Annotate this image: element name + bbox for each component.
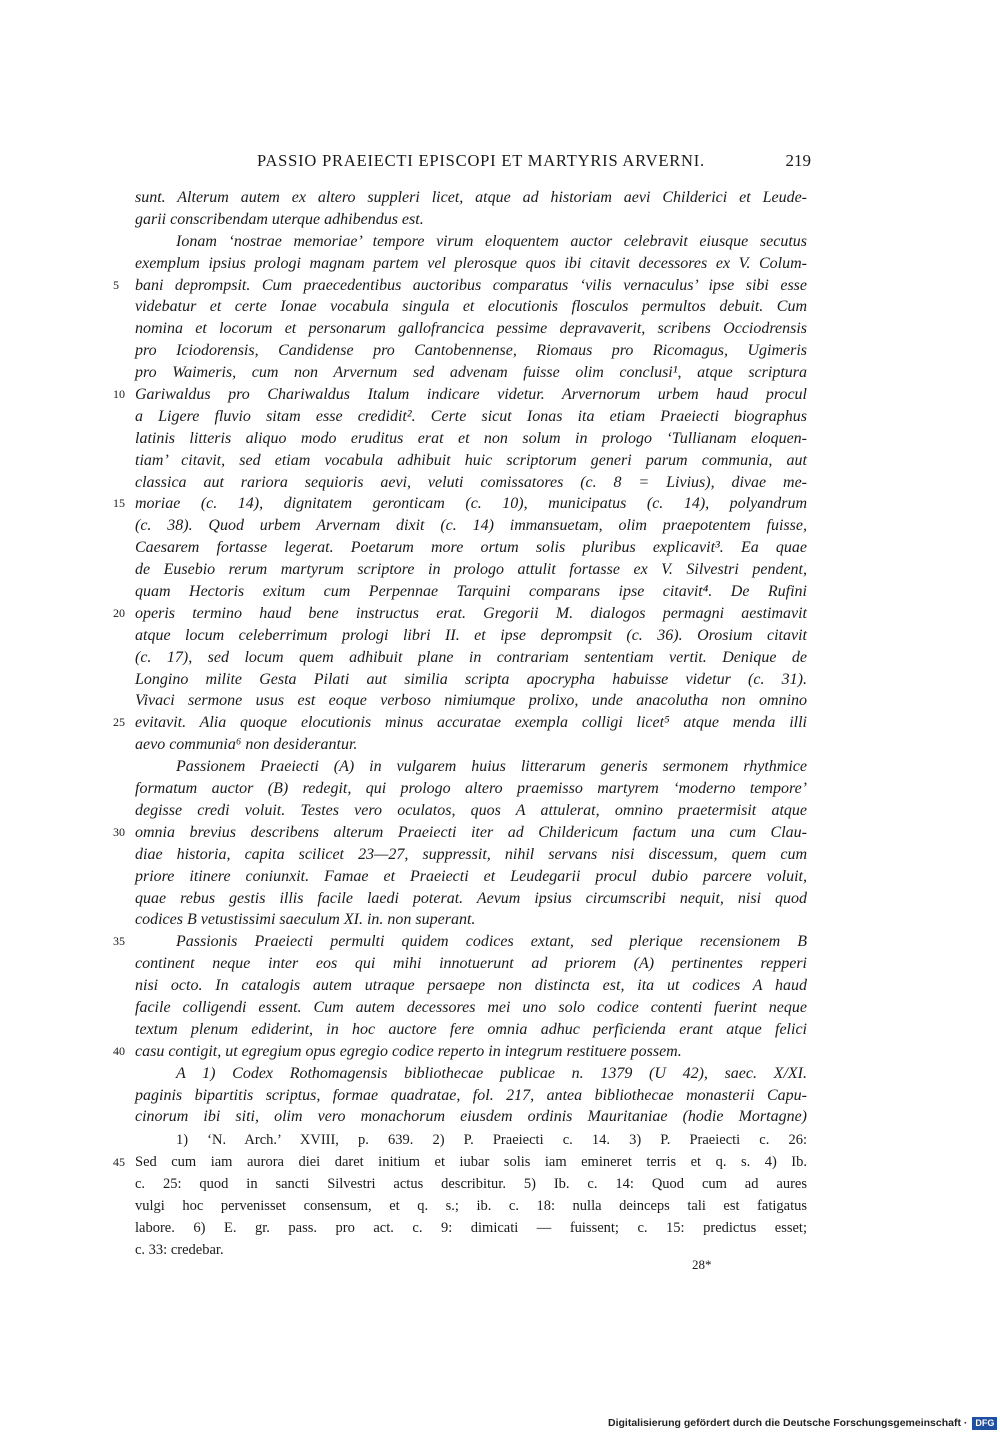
text-line	[135, 975, 807, 997]
line-text: Gariwaldus pro Chariwaldus Italum indicare videtur. Arvernorum urbem haud procul	[135, 386, 807, 404]
main-text	[113, 187, 807, 1128]
text-line	[135, 559, 807, 581]
text-line	[135, 800, 807, 822]
text-line	[135, 187, 807, 209]
text-line	[135, 625, 807, 647]
line-text: diae historia, capita scilicet 23—27, suppressit, nihil servans nisi discessum, quem cum	[135, 845, 807, 863]
line-text: facile colligendi essent. Cum autem decessores mei uno solo codice contenti fuerint neque	[135, 998, 807, 1016]
line-text: quae rebus gestis illis facile laedi poterat. Aevum ipsius circumscribi nequit, nisi quod	[135, 889, 807, 907]
text-line	[135, 669, 807, 691]
text-line	[113, 712, 807, 734]
text-line	[135, 909, 807, 931]
line-number: 5	[113, 277, 119, 292]
line-text: continent neque inter eos qui mihi innotuerunt ad priorem (A) pertinentes repperi	[135, 955, 807, 973]
text-line	[113, 822, 807, 844]
text-line	[135, 231, 807, 253]
text-line	[135, 581, 807, 603]
line-text: Caesarem fortasse legerat. Poetarum more ortum solis pluribus explicavit³. Ea quae	[135, 539, 807, 557]
footnotes	[113, 1129, 807, 1261]
text-line	[135, 340, 807, 362]
text-line	[135, 647, 807, 669]
line-text: Vivaci sermone usus est eoque verboso nimiumque prolixo, unde anacolutha non omnino	[135, 692, 807, 710]
text-line	[113, 603, 807, 625]
text-line	[135, 1106, 807, 1128]
text-line	[135, 690, 807, 712]
text-line	[135, 472, 807, 494]
line-number: 10	[113, 387, 125, 402]
line-text: nisi octo. In catalogis autem utraque persaepe non distincta est, ita ut codices A haud	[135, 977, 807, 995]
text-line	[135, 953, 807, 975]
line-text: pro Waimeris, cum non Arvernum sed advenam fuisse olim conclusi¹, atque scriptura	[135, 364, 807, 382]
footnote-line	[135, 1173, 807, 1195]
text-line	[113, 931, 807, 953]
line-text: labore. 6) E. gr. pass. pro act. c. 9: dimicati — fuissent; c. 15: predictus esset;	[135, 1220, 807, 1236]
text-line	[135, 515, 807, 537]
footnote-line	[135, 1195, 807, 1217]
text-line	[135, 756, 807, 778]
line-text: classica aut rariora sequioris aevi, veluti comissatores (c. 8 = Livius), divae me-	[135, 473, 807, 491]
line-text: tiam’ citavit, sed etiam vocabula adhibuit huic scriptorum generi parum communia, aut	[135, 451, 807, 469]
line-text: operis termino haud bene instructus erat. Gregorii M. dialogos permagni aestimavit	[135, 604, 807, 622]
line-text: degisse credi voluit. Testes vero oculatos, quos A attulerat, omnino praetermisit atque	[135, 801, 807, 819]
line-number: 45	[113, 1155, 125, 1169]
line-text: textum plenum ediderint, in hoc auctore fere omnia adhuc perficienda erant atque felici	[135, 1020, 807, 1038]
line-text: paginis bipartitis scriptus, formae quadratae, fol. 217, antea bibliothecae monasterii Capu-	[135, 1086, 807, 1104]
text-line	[135, 1063, 807, 1085]
page-number: 219	[785, 151, 811, 170]
text-line	[135, 888, 807, 910]
line-text: atque locum celeberrimum prologi libri II. et ipse deprompsit (c. 36). Orosium citavit	[135, 626, 807, 644]
running-title: PASSIO PRAEIECTI EPISCOPI ET MARTYRIS ARVERNI.	[257, 151, 705, 170]
line-text: casu contigit, ut egregium opus egregio codice reperto in integrum restituere possem.	[135, 1042, 682, 1060]
signature-mark: 28*	[692, 1257, 712, 1272]
text-line	[135, 362, 807, 384]
line-text: cinorum ibi siti, olim vero monachorum eiusdem ordinis Mauritaniae (hodie Mortagne)	[135, 1108, 807, 1126]
line-text: Longino milite Gesta Pilati aut similia scripta apocrypha habuisse videtur (c. 31).	[135, 670, 807, 688]
line-number: 15	[113, 496, 125, 511]
line-text: garii conscribendam uterque adhibendus est.	[135, 210, 424, 228]
line-text: omnia brevius describens alterum Praeiecti iter ad Childericum factum una cum Clau-	[135, 823, 807, 841]
line-number: 40	[113, 1043, 125, 1058]
footnote-line	[135, 1217, 807, 1239]
line-number: 35	[113, 934, 125, 949]
line-text: quam Hectoris exitum cum Perpennae Tarquini comparans ipse citavit⁴. De Rufini	[135, 583, 807, 601]
line-text: formatum auctor (B) redegit, qui prologo altero praemisso martyrem ‘moderno tempore’	[135, 780, 807, 798]
line-text: bani deprompsit. Cum praecedentibus auctoribus comparatus ‘vilis vernaculus’ ipse sibi esse	[135, 276, 807, 294]
text-line	[135, 866, 807, 888]
line-text: A 1) Codex Rothomagensis bibliothecae publicae n. 1379 (U 42), saec. X/XI.	[176, 1064, 807, 1082]
text-line	[135, 1085, 807, 1107]
line-number: 25	[113, 715, 125, 730]
line-text: Passionis Praeiecti permulti quidem codices extant, sed plerique recensionem B	[176, 933, 807, 951]
line-text: moriae (c. 14), dignitatem geronticam (c. 10), municipatus (c. 14), polyandrum	[135, 495, 807, 513]
line-text: pro Iciodorensis, Candidense pro Cantobennense, Riomaus pro Ricomagus, Ugimeris	[135, 342, 807, 360]
credit-text: Digitalisierung gefördert durch die Deutsche Forschungsgemeinschaft ·	[608, 1417, 968, 1429]
text-line	[135, 253, 807, 275]
text-line	[135, 406, 807, 428]
line-number: 20	[113, 605, 125, 620]
line-text: videbatur et certe Ionae vocabula singula et elocutionis flosculos permultos debuit. Cum	[135, 298, 807, 316]
text-line	[135, 209, 807, 231]
text-line	[135, 734, 807, 756]
footnote-line	[113, 1151, 807, 1173]
line-text: exemplum ipsius prologi magnam partem vel plerosque quos ibi citavit decessores ex V. Colum-	[135, 254, 807, 272]
line-text: priore itinere coniunxit. Famae et Praeiecti et Leudegarii procul dubio parcere voluit,	[135, 867, 807, 885]
dfg-logo: DFG	[972, 1417, 997, 1430]
text-line	[135, 844, 807, 866]
line-text: a Ligere fluvio sitam esse credidit². Certe sicut Ionas ita etiam Praeiecti biographus	[135, 407, 807, 425]
text-line	[113, 275, 807, 297]
text-line	[135, 537, 807, 559]
text-line	[135, 450, 807, 472]
text-line	[113, 493, 807, 515]
line-text: (c. 38). Quod urbem Arvernam dixit (c. 14) immansuetam, olim praepotentem fuisse,	[135, 517, 807, 535]
line-text: c. 33: credebar.	[135, 1242, 224, 1258]
text-line	[135, 997, 807, 1019]
text-line	[135, 318, 807, 340]
text-line	[113, 1041, 807, 1063]
line-text: (c. 17), sed locum quem adhibuit plane in contrariam sententiam vertit. Denique de	[135, 648, 807, 666]
text-line	[135, 428, 807, 450]
line-text: sunt. Alterum autem ex altero suppleri licet, atque ad historiam aevi Childerici et Leude-	[135, 189, 807, 206]
text-line	[135, 296, 807, 318]
page-header	[135, 151, 811, 177]
line-text: evitavit. Alia quoque elocutionis minus accuratae exempla colligi licet⁵ atque menda illi	[135, 714, 807, 732]
line-text: nomina et locorum et personarum gallofrancica pessime depravaverit, scribens Occiodrensis	[135, 320, 807, 338]
text-line	[135, 1019, 807, 1041]
footnote-line	[135, 1129, 807, 1151]
line-text: c. 25: quod in sancti Silvestri actus describitur. 5) Ib. c. 14: Quod cum ad aures	[135, 1176, 807, 1192]
line-text: latinis litteris aliquo modo eruditus erat et non solum in prologo ‘Tullianam eloquen-	[135, 429, 807, 447]
line-text: 1) ‘N. Arch.’ XVIII, p. 639. 2) P. Praeiecti c. 14. 3) P. Praeiecti c. 26:	[176, 1132, 807, 1148]
text-line	[135, 778, 807, 800]
line-text: vulgi hoc pervenisset consensum, et q. s.; ib. c. 18: nulla deinceps tali est fatigatus	[135, 1198, 807, 1214]
text-line	[113, 384, 807, 406]
line-text: codices B vetustissimi saeculum XI. in. non superant.	[135, 911, 476, 929]
line-text: Sed cum iam aurora diei daret initium et iubar solis iam emineret terris et q. s. 4) Ib.	[135, 1154, 807, 1170]
line-text: de Eusebio rerum martyrum scriptore in prologo attulit fortasse ex V. Silvestri pendent,	[135, 561, 807, 579]
digitization-credit	[608, 1416, 997, 1430]
line-number: 30	[113, 824, 125, 839]
line-text: Ionam ‘nostrae memoriae’ tempore virum eloquentem auctor celebravit eiusque secutus	[176, 232, 807, 250]
line-text: aevo communia⁶ non desiderantur.	[135, 736, 358, 754]
line-text: Passionem Praeiecti (A) in vulgarem huius litterarum generis sermonem rhythmice	[176, 758, 807, 776]
